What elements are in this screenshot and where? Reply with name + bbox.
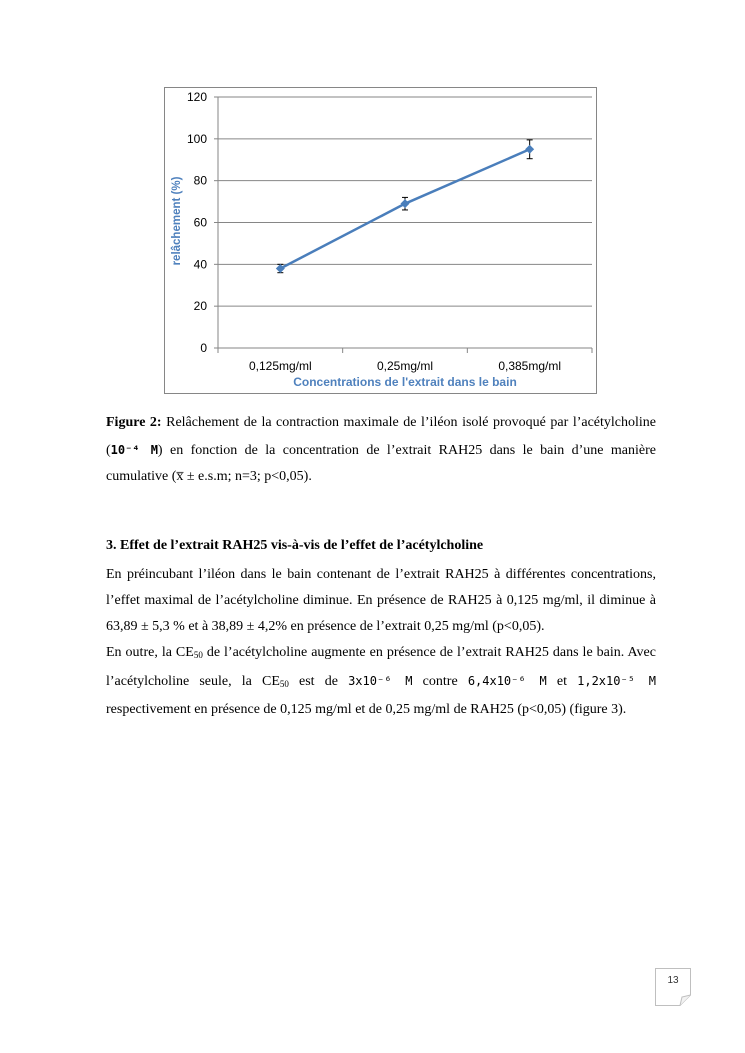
- y-tick-label: 0: [200, 341, 207, 355]
- caption-text-2: ) en fonction de la concentration de l’extrait RAH25 dans le bain d’une manière cumulative (x̅ ± e.s.m; n=3; p<0,05).: [106, 442, 656, 484]
- figure-label: Figure 2:: [106, 415, 162, 430]
- p2-value-3: 1,2x10⁻⁵ M: [577, 674, 657, 688]
- p2-text-2: de l’acétylcholine augmente en présence de l’extrait RAH25 dans le bain. Avec l’acétylcholine seule, la CE: [106, 645, 656, 689]
- paragraph-1: En préincubant l’iléon dans le bain contenant de l’extrait RAH25 à différentes concentrations, l’effet maximal de l’acétylcholine diminue. En présence de RAH25 à 0,125 mg/ml, il diminue à 63,89 ± 5,3 % et à 38,89 ± 4,2% en présence de l’extrait 0,25 mg/ml (p<0,05).: [106, 567, 656, 634]
- y-tick-label: 80: [193, 173, 207, 188]
- x-tick-label: 0,25mg/ml: [376, 359, 434, 373]
- y-tick-label: 100: [186, 131, 207, 146]
- caption-text-1: Relâchement de la contraction maximale de l’iléon isolé provoqué par l’acétylcholine (: [106, 415, 656, 458]
- x-axis-title: Concentrations de l'extrait dans le bain: [293, 375, 517, 389]
- y-tick-label: 120: [186, 90, 207, 104]
- p2-text-5: et: [546, 674, 578, 689]
- p2-sub-2: 50: [279, 679, 289, 689]
- p2-text-1: En outre, la CE: [106, 645, 194, 660]
- paragraph-2: [106, 640, 656, 723]
- page-number-box: [655, 968, 691, 1006]
- p2-sub-1: 50: [193, 650, 203, 660]
- p2-text-6: respectivement en présence de 0,125 mg/ml et de 0,25 mg/ml de RAH25 (p<0,05) (figure 3).: [106, 702, 627, 717]
- p2-value-1: 3x10⁻⁶ M: [348, 674, 413, 688]
- relaxation-chart: [164, 87, 597, 394]
- y-axis-title: relâchement (%): [171, 176, 183, 266]
- p2-text-4: contre: [412, 674, 468, 689]
- section-body: [106, 562, 656, 723]
- p2-value-2: 6,4x10⁻⁶ M: [467, 674, 547, 688]
- y-tick-label: 60: [193, 215, 207, 230]
- caption-concentration: 10⁻⁴ M: [110, 442, 158, 457]
- x-tick-label: 0,125mg/ml: [248, 359, 312, 373]
- y-tick-label: 20: [193, 299, 207, 314]
- figure-caption: [106, 410, 656, 491]
- section-heading: 3. Effet de l’extrait RAH25 vis-à-vis de l’effet de l’acétylcholine: [106, 538, 484, 553]
- x-tick-label: 0,385mg/ml: [498, 359, 562, 373]
- y-tick-label: 40: [193, 257, 207, 272]
- p2-text-3: est de: [288, 674, 349, 689]
- page-number: 13: [667, 975, 679, 986]
